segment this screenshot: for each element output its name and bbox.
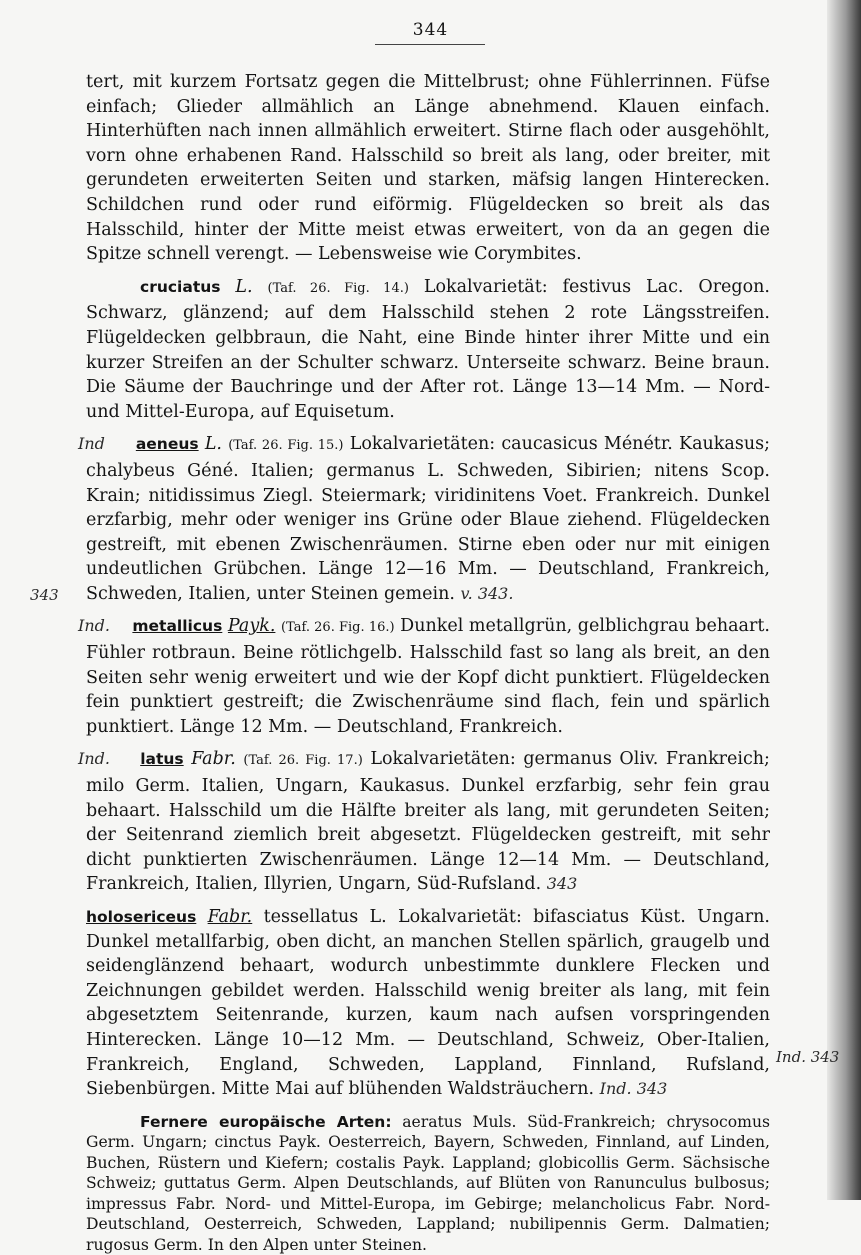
entry-metallicus — [78, 614, 770, 739]
margin-note-right: Ind. 343 — [776, 1048, 840, 1066]
page-body — [78, 70, 770, 1255]
handwritten-note: Ind. 343 — [599, 1079, 668, 1099]
entry-holosericeus — [86, 905, 770, 1102]
handwritten-annotation: Ind. — [78, 616, 110, 636]
handwritten-note: 343 — [546, 874, 578, 894]
intro-paragraph: tert, mit kurzem Fortsatz gegen die Mittelbrust; ohne Fühlerrinnen. Füfse einfach; Glieder allmählich an Länge abnehmend. Klauen einfach. Hinterhüften nach innen allmählich erweitert. Stirne flach oder ausgehöhlt, vorn ohne erhabenen Rand. Halsschild so breit als lang, oder breiter, mit gerundeten erweiterten Seiten und starken, mäfsig langen Hinterecken. Schildchen rund oder rund eiförmig. Flügeldecken so breit als das Halsschild, hinter der Mitte meist etwas erweitert, von da an gegen die Spitze schnell verengt. — Lebensweise wie Corymbites. — [86, 72, 770, 265]
species-author: L. — [235, 276, 253, 297]
handwritten-annotation: Ind. — [78, 749, 110, 769]
page-number-rule — [375, 44, 485, 45]
species-author: Fabr. — [207, 907, 253, 927]
plate-reference: (Taf. 26. Fig. 16.) — [281, 620, 395, 636]
plate-reference: (Taf. 26. Fig. 15.) — [228, 438, 344, 454]
further-species-paragraph — [86, 1112, 770, 1255]
species-name: latus — [140, 750, 184, 769]
species-name: cruciatus — [140, 277, 221, 296]
further-species-text: aeratus Muls. Süd-Frankreich; chrysocomus Germ. Ungarn; cinctus Payk. Oesterreich, Bayern, Schweden, Finnland, auf Linden, Buchen, Rüstern und Kiefern; costalis Payk. Lappland; globicollis Germ. Sächsische Schweiz; guttatus Germ. Alpen Deutschlands, auf Blüten von Ranunculus bulbosus; impressus Fabr. Nord- und Mittel-Europa, im Gebirge; melancholicus Fabr. Nord-Deutschland, Oesterreich, Schweden, Lappland; nubilipennis Germ. Dalmatien; rugosus Germ. In den Alpen unter Steinen. — [86, 1112, 770, 1254]
species-description: Lokalvarietäten: germanus Oliv. Frankreich; milo Germ. Italien, Ungarn, Kaukasus. Dunkel erzfarbig, sehr fein grau behaart. Halsschild um die Hälfte breiter als lang, mit gerundeten Seiten; der Seitenrand ziemlich breit abgesetzt. Flügeldecken gestreift, mit sehr dicht punktierten Zwischenräumen. Länge 12—14 Mm. — Deutschland, Frankreich, Italien, Illyrien, Ungarn, Süd-Rufsland. — [86, 749, 770, 895]
plate-reference: (Taf. 26. Fig. 14.) — [267, 280, 409, 296]
species-name: metallicus — [132, 617, 223, 636]
species-name: holosericeus — [86, 908, 197, 926]
page-number: 344 — [412, 20, 449, 40]
species-description: Lokalvarietät: festivus Lac. Oregon. Schwarz, glänzend; auf dem Halsschild stehen 2 rote Längsstreifen. Flügeldecken gelbbraun, die Naht, eine Binde hinter ihrer Mitte und ein kurzer Streifen an der Schulter schwarz. Unterseite schwarz. Beine braun. Die Säume der Bauchringe und der After rot. Länge 13—14 Mm. — Nord- und Mittel-Europa, auf Equisetum. — [86, 276, 770, 422]
species-author: Fabr. — [191, 749, 236, 770]
species-description: tessellatus L. Lokalvarietät: bifasciatus Küst. Ungarn. Dunkel metallfarbig, oben dicht, an manchen Stellen spärlich, graugelb und seidenglänzend behaart, wodurch unbestimmte dunklere Flecken und Zeichnungen gebildet werden. Halsschild wenig breiter als lang, mit fein abgesetztem Seitenrande, kurzen, kaum nach aufsen vorspringenden Hinterecken. Länge 10—12 Mm. — Deutschland, Schweiz, Ober-Italien, Frankreich, England, Schweden, Lappland, Finnland, Rufsland, Siebenbürgen. Mitte Mai auf blühenden Waldsträuchern. — [86, 907, 770, 1100]
species-author: Payk. — [227, 616, 276, 637]
species-description: Dunkel metallgrün, gelblichgrau behaart. Fühler rotbraun. Beine rötlichgelb. Halsschild fast so lang als breit, an den Seiten sehr wenig erweitert und wie der Kopf dicht punktiert. Flügeldecken fein punktiert gestreift; die Zwischenräume sind flach, fein und spärlich punktiert. Länge 12 Mm. — Deutschland, Frankreich. — [86, 616, 770, 737]
further-species-heading: Fernere europäische Arten: — [140, 1112, 392, 1131]
handwritten-annotation: Ind — [78, 434, 105, 454]
page-edge-shadow — [827, 0, 861, 1200]
species-author: L. — [204, 434, 222, 455]
entry-aeneus — [78, 432, 770, 606]
species-name: aeneus — [135, 435, 199, 454]
entry-cruciatus — [86, 275, 770, 425]
plate-reference: (Taf. 26. Fig. 17.) — [243, 753, 363, 769]
margin-note-left: 343 — [30, 586, 59, 604]
handwritten-note: v. 343. — [460, 583, 514, 603]
entry-latus — [78, 747, 770, 897]
species-description: Lokalvarietäten: caucasicus Ménétr. Kaukasus; chalybeus Géné. Italien; germanus L. Schweden, Sibirien; nitens Scop. Krain; nitidissimus Ziegl. Steiermark; viridinitens Voet. Frankreich. Dunkel erzfarbig, mehr oder weniger ins Grüne oder Blaue ziehend. Flügeldecken gestreift, mit ebenen Zwischenräumen. Stirne eben oder nur mit einigen undeutlichen Grübchen. Länge 12—16 Mm. — Deutschland, Frankreich, Schweden, Italien, unter Steinen gemein. — [86, 434, 770, 604]
further-species — [86, 1112, 770, 1255]
